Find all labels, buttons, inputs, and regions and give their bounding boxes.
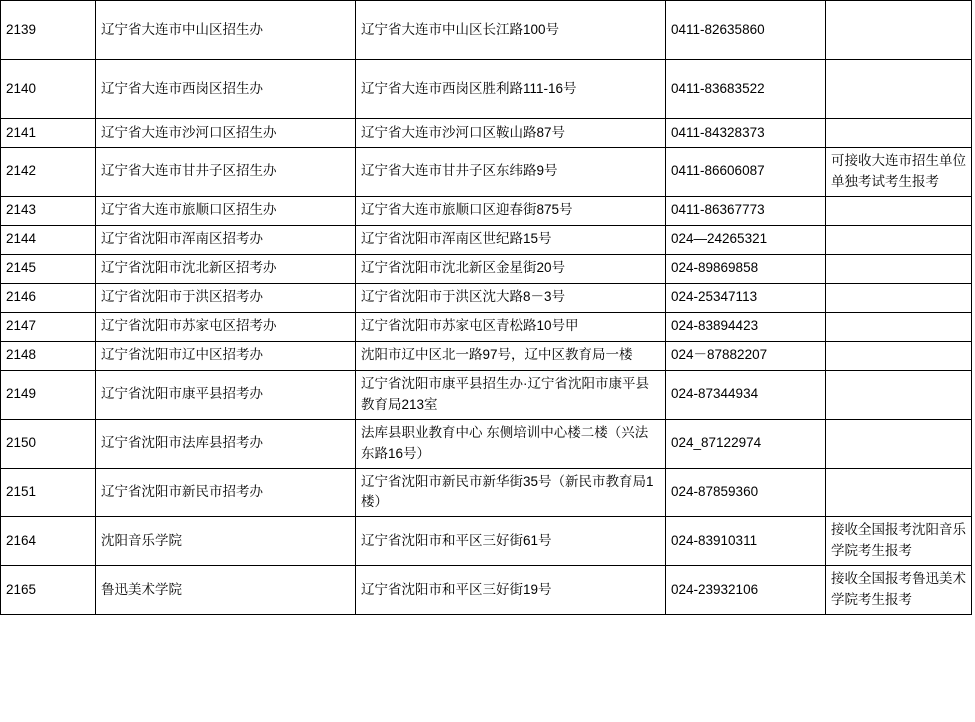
cell-note: 接收全国报考鲁迅美术学院考生报考	[826, 566, 972, 615]
cell-code: 2165	[1, 566, 96, 615]
table-row	[1, 370, 972, 419]
cell-address: 辽宁省大连市中山区长江路100号	[356, 1, 666, 60]
cell-note	[826, 196, 972, 225]
table-row	[1, 283, 972, 312]
cell-phone: 0411-84328373	[666, 119, 826, 148]
cell-note	[826, 60, 972, 119]
cell-code: 2143	[1, 196, 96, 225]
cell-code: 2140	[1, 60, 96, 119]
cell-note	[826, 419, 972, 468]
cell-note	[826, 283, 972, 312]
cell-code: 2146	[1, 283, 96, 312]
cell-address: 辽宁省沈阳市沈北新区金星街20号	[356, 254, 666, 283]
cell-phone: 0411-83683522	[666, 60, 826, 119]
cell-note	[826, 225, 972, 254]
table-row	[1, 254, 972, 283]
cell-phone: 0411-86367773	[666, 196, 826, 225]
table-row	[1, 341, 972, 370]
cell-phone: 0411-82635860	[666, 1, 826, 60]
cell-code: 2144	[1, 225, 96, 254]
cell-note	[826, 370, 972, 419]
cell-name: 辽宁省沈阳市法库县招考办	[96, 419, 356, 468]
cell-code: 2148	[1, 341, 96, 370]
cell-code: 2145	[1, 254, 96, 283]
cell-address: 辽宁省大连市旅顺口区迎春街875号	[356, 196, 666, 225]
table-row	[1, 225, 972, 254]
cell-name: 辽宁省沈阳市苏家屯区招考办	[96, 312, 356, 341]
cell-address: 辽宁省大连市沙河口区鞍山路87号	[356, 119, 666, 148]
cell-phone: 024-83894423	[666, 312, 826, 341]
cell-name: 辽宁省沈阳市沈北新区招考办	[96, 254, 356, 283]
table-body	[1, 1, 972, 615]
cell-code: 2142	[1, 148, 96, 197]
cell-phone: 024-87344934	[666, 370, 826, 419]
cell-name: 辽宁省大连市中山区招生办	[96, 1, 356, 60]
cell-address: 辽宁省沈阳市于洪区沈大路8－3号	[356, 283, 666, 312]
cell-note	[826, 254, 972, 283]
cell-address: 法库县职业教育中心 东侧培训中心楼二楼（兴法东路16号）	[356, 419, 666, 468]
cell-note: 可接收大连市招生单位单独考试考生报考	[826, 148, 972, 197]
cell-phone: 024-25347113	[666, 283, 826, 312]
cell-address: 辽宁省沈阳市和平区三好街61号	[356, 517, 666, 566]
table-row	[1, 312, 972, 341]
table-row	[1, 468, 972, 517]
cell-phone: 024-23932106	[666, 566, 826, 615]
cell-code: 2151	[1, 468, 96, 517]
table-row	[1, 566, 972, 615]
table-row	[1, 60, 972, 119]
cell-name: 鲁迅美术学院	[96, 566, 356, 615]
table-row	[1, 196, 972, 225]
cell-name: 辽宁省大连市甘井子区招生办	[96, 148, 356, 197]
cell-name: 辽宁省沈阳市新民市招考办	[96, 468, 356, 517]
cell-code: 2139	[1, 1, 96, 60]
cell-phone: 024—24265321	[666, 225, 826, 254]
cell-phone: 024－87882207	[666, 341, 826, 370]
cell-phone: 0411-86606087	[666, 148, 826, 197]
table-row	[1, 148, 972, 197]
cell-address: 辽宁省沈阳市康平县招生办·辽宁省沈阳市康平县教育局213室	[356, 370, 666, 419]
table-row	[1, 119, 972, 148]
cell-name: 辽宁省沈阳市辽中区招考办	[96, 341, 356, 370]
table-row	[1, 419, 972, 468]
cell-note: 接收全国报考沈阳音乐学院考生报考	[826, 517, 972, 566]
cell-address: 辽宁省沈阳市浑南区世纪路15号	[356, 225, 666, 254]
table-row	[1, 1, 972, 60]
cell-note	[826, 341, 972, 370]
cell-note	[826, 119, 972, 148]
cell-code: 2164	[1, 517, 96, 566]
cell-phone: 024-89869858	[666, 254, 826, 283]
cell-code: 2150	[1, 419, 96, 468]
cell-code: 2147	[1, 312, 96, 341]
cell-note	[826, 468, 972, 517]
cell-name: 沈阳音乐学院	[96, 517, 356, 566]
cell-name: 辽宁省大连市旅顺口区招生办	[96, 196, 356, 225]
table-row	[1, 517, 972, 566]
cell-address: 辽宁省沈阳市新民市新华街35号（新民市教育局1楼）	[356, 468, 666, 517]
cell-name: 辽宁省大连市沙河口区招生办	[96, 119, 356, 148]
cell-phone: 024_87122974	[666, 419, 826, 468]
cell-address: 沈阳市辽中区北一路97号，辽中区教育局一楼	[356, 341, 666, 370]
cell-name: 辽宁省沈阳市康平县招考办	[96, 370, 356, 419]
cell-address: 辽宁省大连市西岗区胜利路111-16号	[356, 60, 666, 119]
cell-name: 辽宁省沈阳市于洪区招考办	[96, 283, 356, 312]
cell-note	[826, 312, 972, 341]
cell-note	[826, 1, 972, 60]
cell-code: 2141	[1, 119, 96, 148]
cell-phone: 024-87859360	[666, 468, 826, 517]
cell-name: 辽宁省大连市西岗区招生办	[96, 60, 356, 119]
cell-address: 辽宁省沈阳市和平区三好街19号	[356, 566, 666, 615]
cell-address: 辽宁省沈阳市苏家屯区青松路10号甲	[356, 312, 666, 341]
cell-code: 2149	[1, 370, 96, 419]
cell-address: 辽宁省大连市甘井子区东纬路9号	[356, 148, 666, 197]
cell-name: 辽宁省沈阳市浑南区招考办	[96, 225, 356, 254]
cell-phone: 024-83910311	[666, 517, 826, 566]
